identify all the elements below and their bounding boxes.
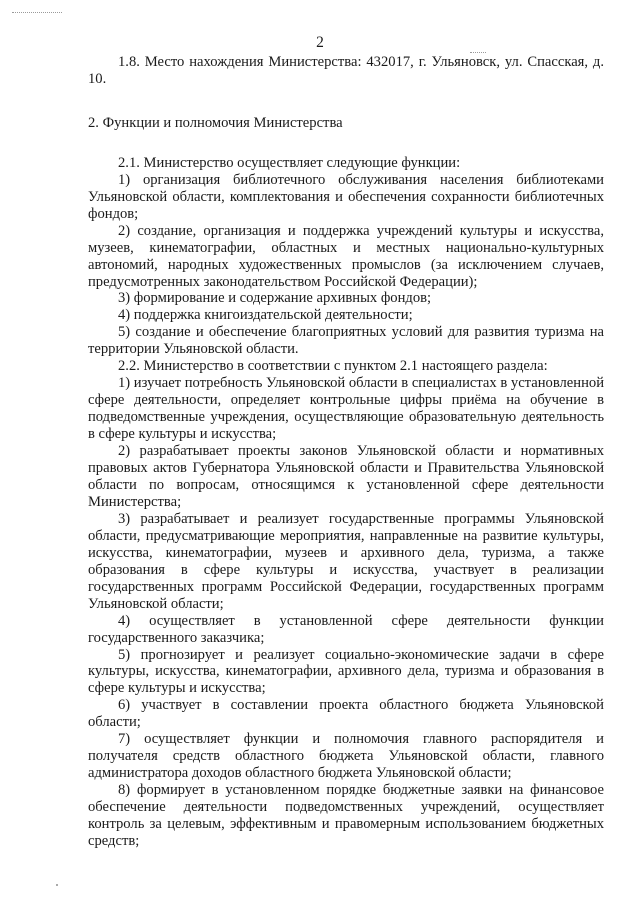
section-heading: 2. Функции и полномочия Министерства (88, 114, 343, 131)
clause-2-1: 2.1. Министерство осуществляет следующие функции: (118, 154, 461, 171)
scan-artifact (56, 884, 58, 886)
page-number: 2 (316, 34, 324, 51)
document-body (88, 54, 604, 850)
power-item: 3) разрабатывает и реализует государственные программы Ульяновской области, предусматривающие мероприятия, направленные на развитие культуры, искусства, кинематографии, музеев и архивного дела, туризма, а также образования в сфере культуры и искусства, участвует в реализации государственных программ Российской Федерации, государственных программ Ульяновской области; (88, 510, 604, 612)
function-item: 4) поддержка книгоиздательской деятельности; (118, 307, 413, 324)
power-item: 7) осуществляет функции и полномочия главного распорядителя и получателя средств областного бюджета Ульяновской области, главного администратора доходов областного бюджета Ульяновской области; (88, 731, 604, 782)
power-item: 4) осуществляет в установленной сфере деятельности функции государственного заказчика; (88, 612, 604, 646)
clause-2-2: 2.2. Министерство в соответствии с пунктом 2.1 настоящего раздела: (118, 358, 548, 375)
power-item: 5) прогнозирует и реализует социально-экономические задачи в сфере культуры, искусства, кинематографии, архивного дела, туризма и образования в сфере культуры и искусства; (88, 646, 604, 697)
power-item: 1) изучает потребность Ульяновской области в специалистах в установленной сфере деятельности, определяет контрольные цифры приёма на обучение в подведомственные учреждения, осуществляющие образовательную деятельность в сфере культуры и искусства; (88, 375, 604, 443)
power-item: 2) разрабатывает проекты законов Ульяновской области и нормативных правовых актов Губернатора Ульяновской области и Правительства Ульяновской области по вопросам, относящимся к установленной сфере деятельности Министерства; (88, 443, 604, 510)
function-item: 2) создание, организация и поддержка учреждений культуры и искусства, музеев, кинематографии, областных и местных национально-культурных автономий, народных художественных промыслов (за исключением случаев, предусмотренных законодательством Российской Федерации); (88, 222, 604, 290)
function-item: 5) создание и обеспечение благоприятных условий для развития туризма на территории Ульяновской области. (88, 324, 604, 358)
address-paragraph: 1.8. Место нахождения Министерства: 432017, г. Ульяновск, ул. Спасская, д. 10. (88, 54, 604, 87)
function-item: 3) формирование и содержание архивных фондов; (118, 290, 432, 307)
function-item: 1) организация библиотечного обслуживания населения библиотеками Ульяновской области, комплектования и обеспечения сохранности библиотечных фондов; (88, 171, 604, 222)
scan-artifact (12, 12, 62, 16)
power-item: 8) формирует в установленном порядке бюджетные заявки на финансовое обеспечение деятельности подведомственных учреждений, осуществляет контроль за целевым, эффективным и правомерным использованием бюджетных средств; (88, 782, 604, 849)
power-item: 6) участвует в составлении проекта областного бюджета Ульяновской области; (88, 697, 604, 731)
